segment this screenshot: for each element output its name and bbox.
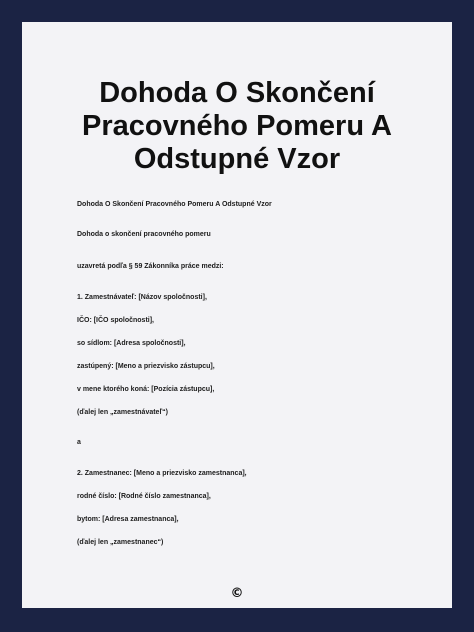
employee-address-line: bytom: [Adresa zamestnanca],	[77, 516, 179, 523]
legal-basis-line: uzavretá podľa § 59 Zákonníka práce medzi:	[77, 263, 224, 270]
document-title	[22, 77, 452, 176]
employer-alias-line: (ďalej len „zamestnávateľ“)	[77, 409, 168, 416]
employee-alias-line: (ďalej len „zamestnanec“)	[77, 539, 164, 546]
employer-ico-line: IČO: [IČO spoločnosti],	[77, 317, 154, 324]
title-line-1: Dohoda O Skončení	[99, 77, 375, 109]
agreement-name-line: Dohoda o skončení pracovného pomeru	[77, 231, 211, 238]
title-line-2: Pracovného Pomeru A	[82, 110, 392, 142]
copyright-icon: ©	[230, 586, 244, 601]
document-page	[22, 22, 452, 608]
document-heading-line: Dohoda O Skončení Pracovného Pomeru A Odstupné Vzor	[77, 201, 272, 208]
title-line-3: Odstupné Vzor	[133, 143, 341, 175]
employer-representative-line: zastúpený: [Meno a priezvisko zástupcu],	[77, 363, 215, 370]
employee-birth-number-line: rodné číslo: [Rodné číslo zamestnanca],	[77, 493, 211, 500]
employer-name-line: 1. Zamestnávateľ: [Názov spoločnosti],	[77, 294, 207, 301]
employer-address-line: so sídlom: [Adresa spoločnosti],	[77, 340, 186, 347]
conjunction-line: a	[77, 439, 81, 446]
employee-name-line: 2. Zamestnanec: [Meno a priezvisko zamestnanca],	[77, 470, 247, 477]
representative-position-line: v mene ktorého koná: [Pozícia zástupcu],	[77, 386, 215, 393]
